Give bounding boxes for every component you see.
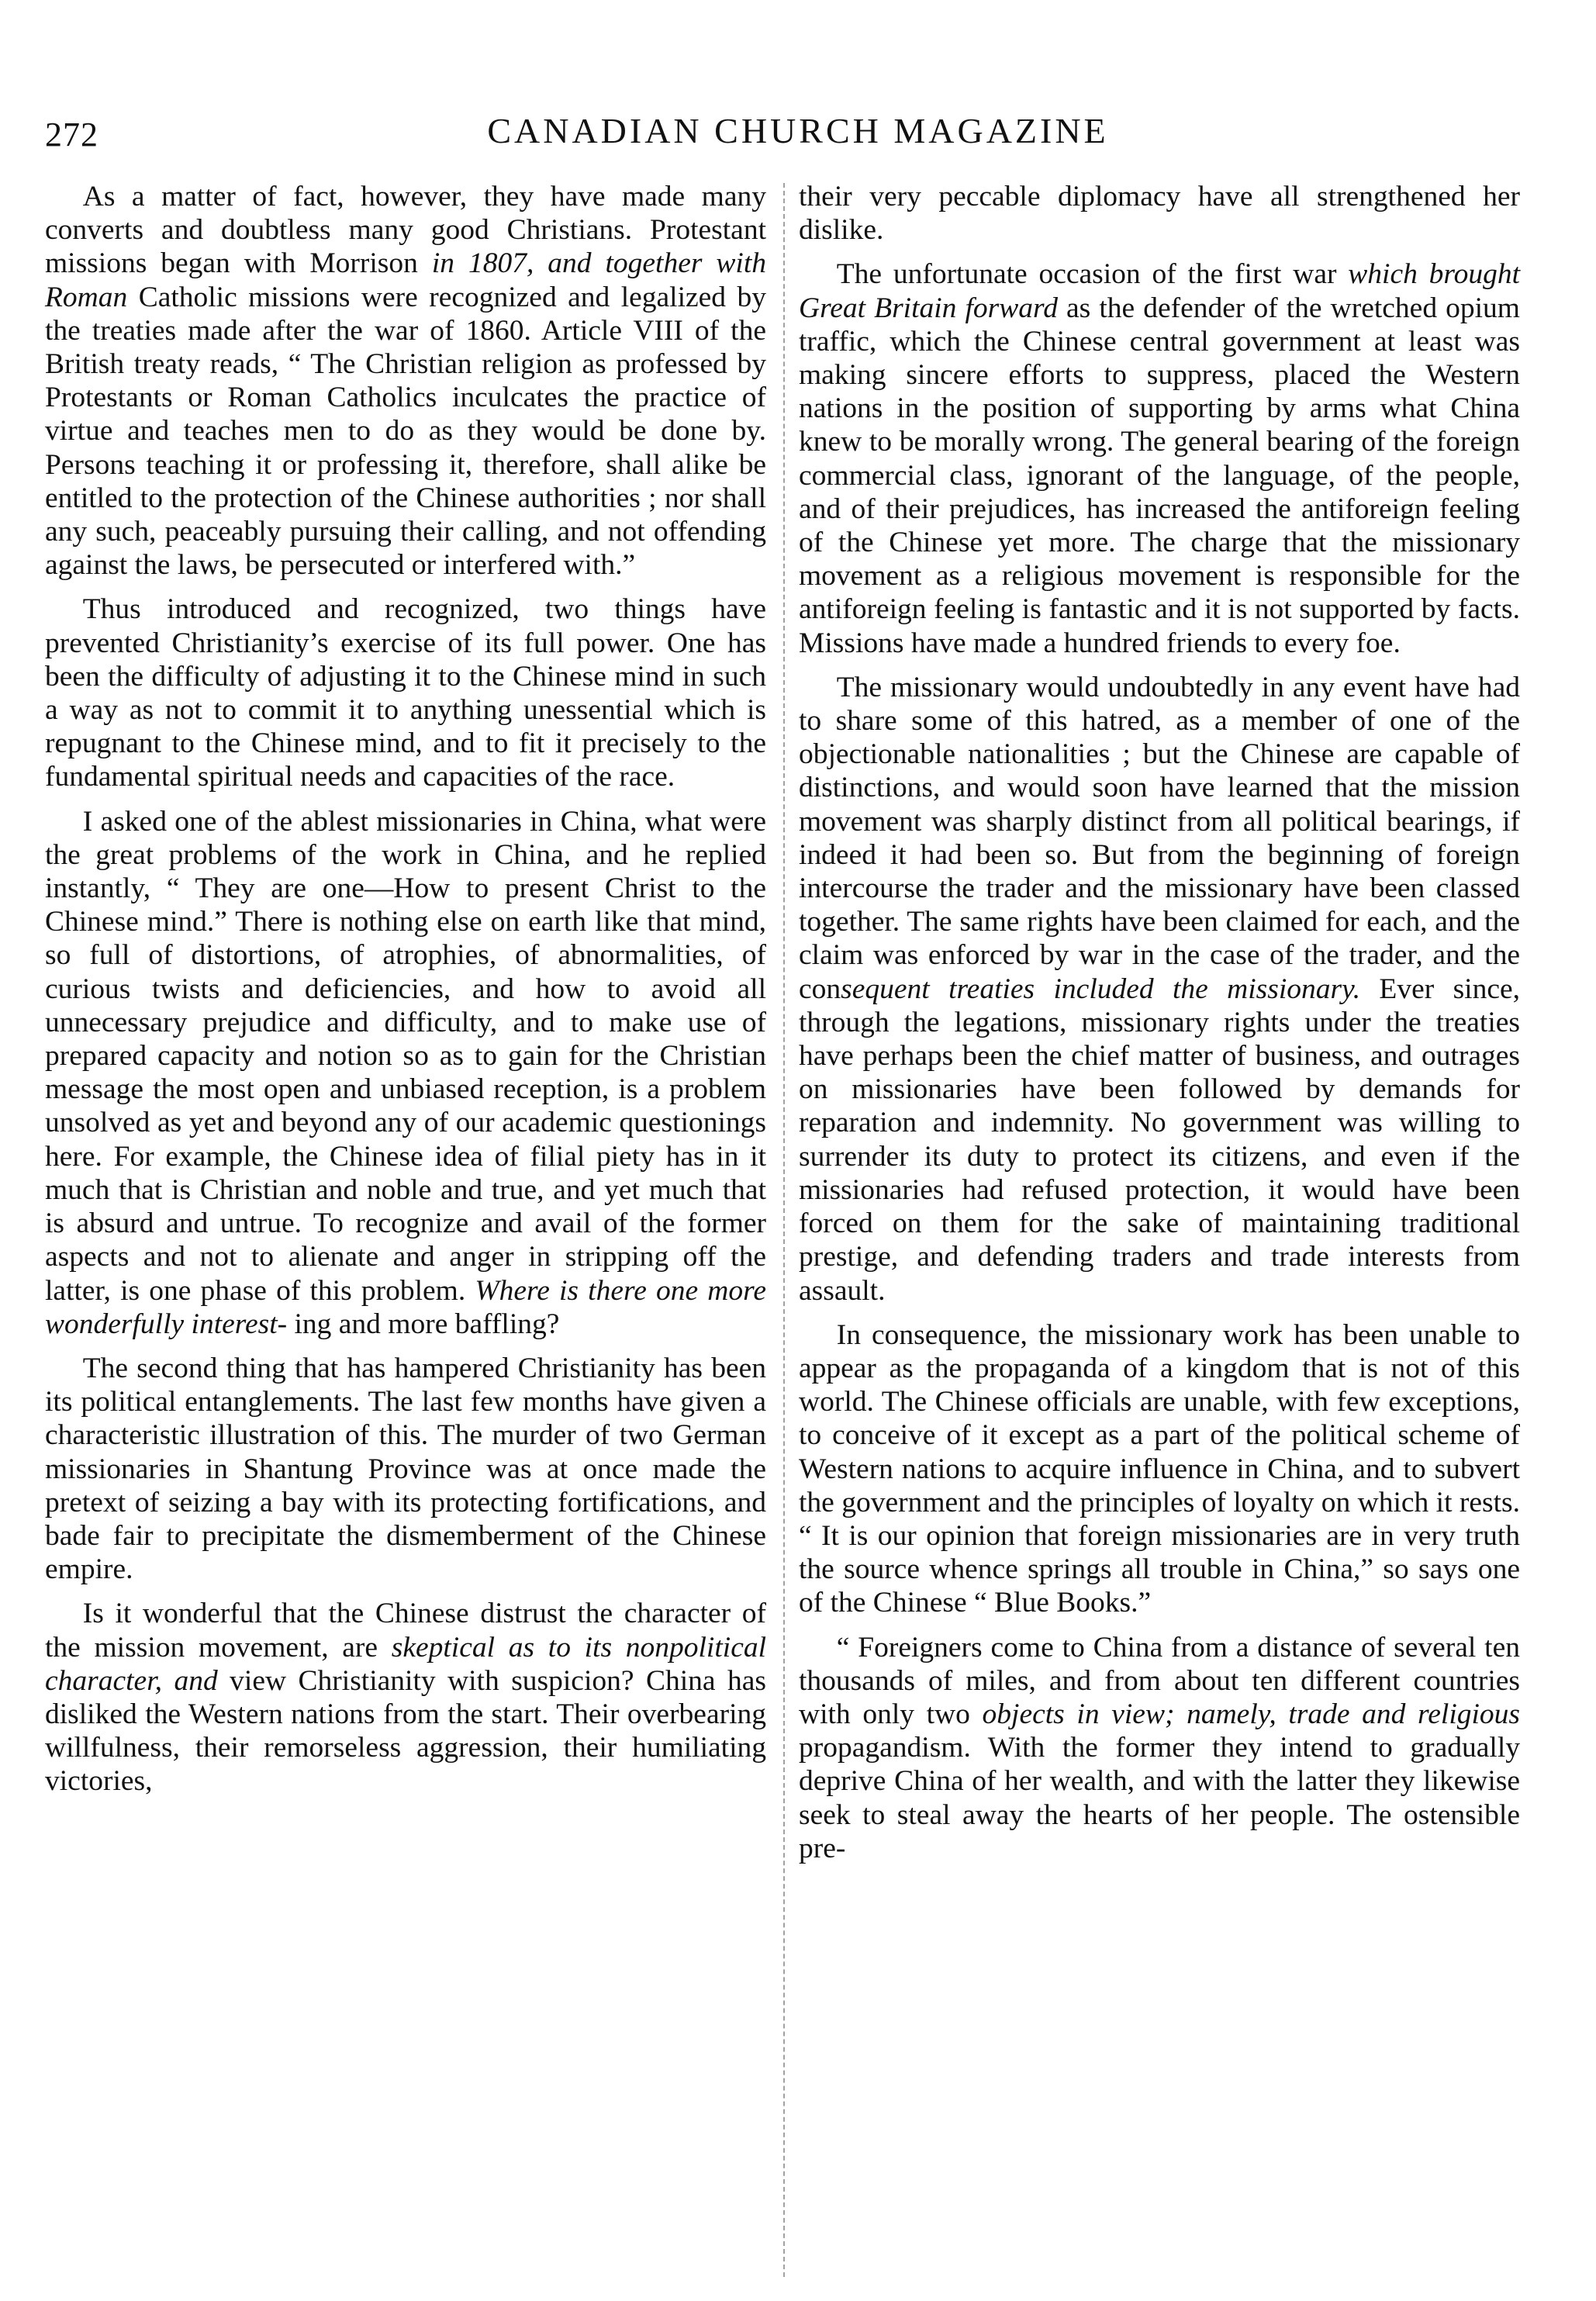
- running-head: CANADIAN CHURCH MAGAZINE: [487, 111, 1109, 150]
- paragraph: [45, 1597, 766, 1798]
- left-column: [45, 180, 766, 1809]
- italic-text: which brought Great Britain forward: [799, 258, 1520, 324]
- text-run: Thus introduced and recognized, two things have prevented Christianity’s exercise of its full power. One has been the difficulty of adjusting it to the Chinese mind in such a way as not to commit it to anything unessential which is repugnant to the Chinese mind, and to fit it precisely to the fundamental spiritual needs and capacities of the race.: [45, 593, 766, 793]
- text-run: As a matter of fact, however, they have made many converts and doubtless many good Christians. Protestant missions began with Morrison: [45, 181, 766, 280]
- text-run: as the defender of the wretched opium traffic, which the Chinese central government at least was making sincere efforts to suppress, placed the Western nations in the position of supporting by arms what China knew to be morally wrong. The general bearing of the foreign commercial class, ignorant of the language, of the people, and of their prejudices, has increased the antiforeign feeling of the Chinese yet more. The charge that the missionary movement as a religious movement is responsible for the antiforeign feeling is fantastic and it is not supported by facts. Missions have made a hundred friends to every foe.: [799, 292, 1520, 659]
- italic-text: skeptical as to its nonpolitical character, and: [45, 1631, 767, 1697]
- text-run: In consequence, the missionary work has been unable to appear as the propaganda of a kingdom that is not of this world. The Chinese officials are unable, with few exceptions, to conceive of it except as a part of the political scheme of Western nations to acquire influence in China, and to subvert the government and the principles of loyalty on which it rests. “ It is our opinion that foreign missionaries are in very truth the source whence springs all trouble in China,” so says one of the Chinese “ Blue Books.”: [799, 1318, 1520, 1619]
- text-run: their very peccable diplomacy have all strengthened her dislike.: [799, 181, 1520, 247]
- text-run: The second thing that has hampered Christianity has been its political entanglements. The last few months have given a characteristic illustration of this. The murder of two German missionaries in Shantung Province was at once made the pretext of seizing a bay with its protecting fortifications, and bade fair to precipitate the dismemberment of the Chinese empire.: [45, 1352, 766, 1586]
- paragraph: [799, 671, 1520, 1308]
- italic-text: sequent treaties included the missionary.: [841, 973, 1361, 1005]
- text-run: Is it wonderful that the Chinese distrust the character of the mission movement, are: [45, 1598, 766, 1664]
- paragraph: [799, 1631, 1520, 1865]
- page-number: 272: [45, 116, 98, 154]
- text-run: view Christianity with suspicion? China has disliked the Western nations from the start. Their overbearing willfulness, their remorseless aggression, their humiliating victories,: [45, 1664, 766, 1798]
- paragraph: [799, 257, 1520, 659]
- right-column: [799, 180, 1520, 1876]
- italic-text: objects in view; namely, trade and religious: [982, 1698, 1520, 1730]
- paragraph: [799, 1318, 1520, 1620]
- text-run: ing and more baffling?: [287, 1308, 560, 1340]
- paragraph: [45, 180, 766, 582]
- paragraph: [45, 593, 766, 793]
- italic-text: in 1807, and together with Roman: [45, 247, 766, 313]
- italic-text: Where is there one more wonderfully interest-: [45, 1274, 766, 1340]
- text-run: I asked one of the ablest missionaries in China, what were the great problems of the work in China, and he replied instantly, “ They are one—How to present Christ to the Chinese mind.” There is nothing else on earth like that mind, so full of distortions, of atrophies, of abnormalities, of curious twists and deficiencies, and how to avoid all unnecessary prejudice and difficulty, and to make use of prepared capacity and notion so as to gain for the Christian message the most open and unbiased reception, is a problem unsolved as yet and beyond any of our academic questionings here. For example, the Chinese idea of filial piety has in it much that is Christian and noble and true, and yet much that is absurd and untrue. To recognize and avail of the former aspects and not to alienate and anger in stripping off the latter, is one phase of this problem.: [45, 805, 766, 1307]
- paragraph: [799, 180, 1520, 247]
- paragraph: [45, 1352, 766, 1586]
- text-run: The missionary would undoubtedly in any event have had to share some of this hatred, as a member of one of the objectionable nationalities ; but the Chinese are capable of distinctions, and would soon have learned that the mission movement was sharply distinct from all political bearings, if indeed it had been so. But from the beginning of foreign intercourse the trader and the missionary have been classed together. The same rights have been claimed for each, and the claim was enforced by war in the case of the trader, and the con: [799, 671, 1520, 1005]
- text-run: “ Foreigners come to China from a distance of several ten thousands of miles, and from about ten different countries with only two: [799, 1631, 1520, 1730]
- column-rule: [783, 183, 785, 2277]
- text-run: propagandism. With the former they intend to gradually deprive China of her wealth, and with the latter they likewise seek to steal away the hearts of her people. The ostensible pre-: [799, 1732, 1520, 1864]
- text-run: The unfortunate occasion of the first war: [836, 258, 1349, 291]
- text-run: Ever since, through the legations, missionary rights under the treaties have perhaps been the chief matter of business, and outrages on missionaries have been followed by demands for reparation and indemnity. No government was willing to surrender its duty to protect its citizens, and even if the missionaries had refused protection, it would have been forced on them for the sake of maintaining traditional prestige, and defending traders and trade interests from assault.: [799, 973, 1521, 1307]
- paragraph: [45, 805, 766, 1341]
- text-run: Catholic missions were recognized and legalized by the treaties made after the war of 1860. Article VIII of the British treaty reads, “ The Christian religion as professed by Protestants or Roman Catholics inculcates the practice of virtue and teaches men to do as they would be done by. Persons teaching it or professing it, therefore, shall alike be entitled to the protection of the Chinese authorities ; nor shall any such, peaceably pursuing their calling, and not offending against the laws, be persecuted or interfered with.”: [45, 281, 766, 582]
